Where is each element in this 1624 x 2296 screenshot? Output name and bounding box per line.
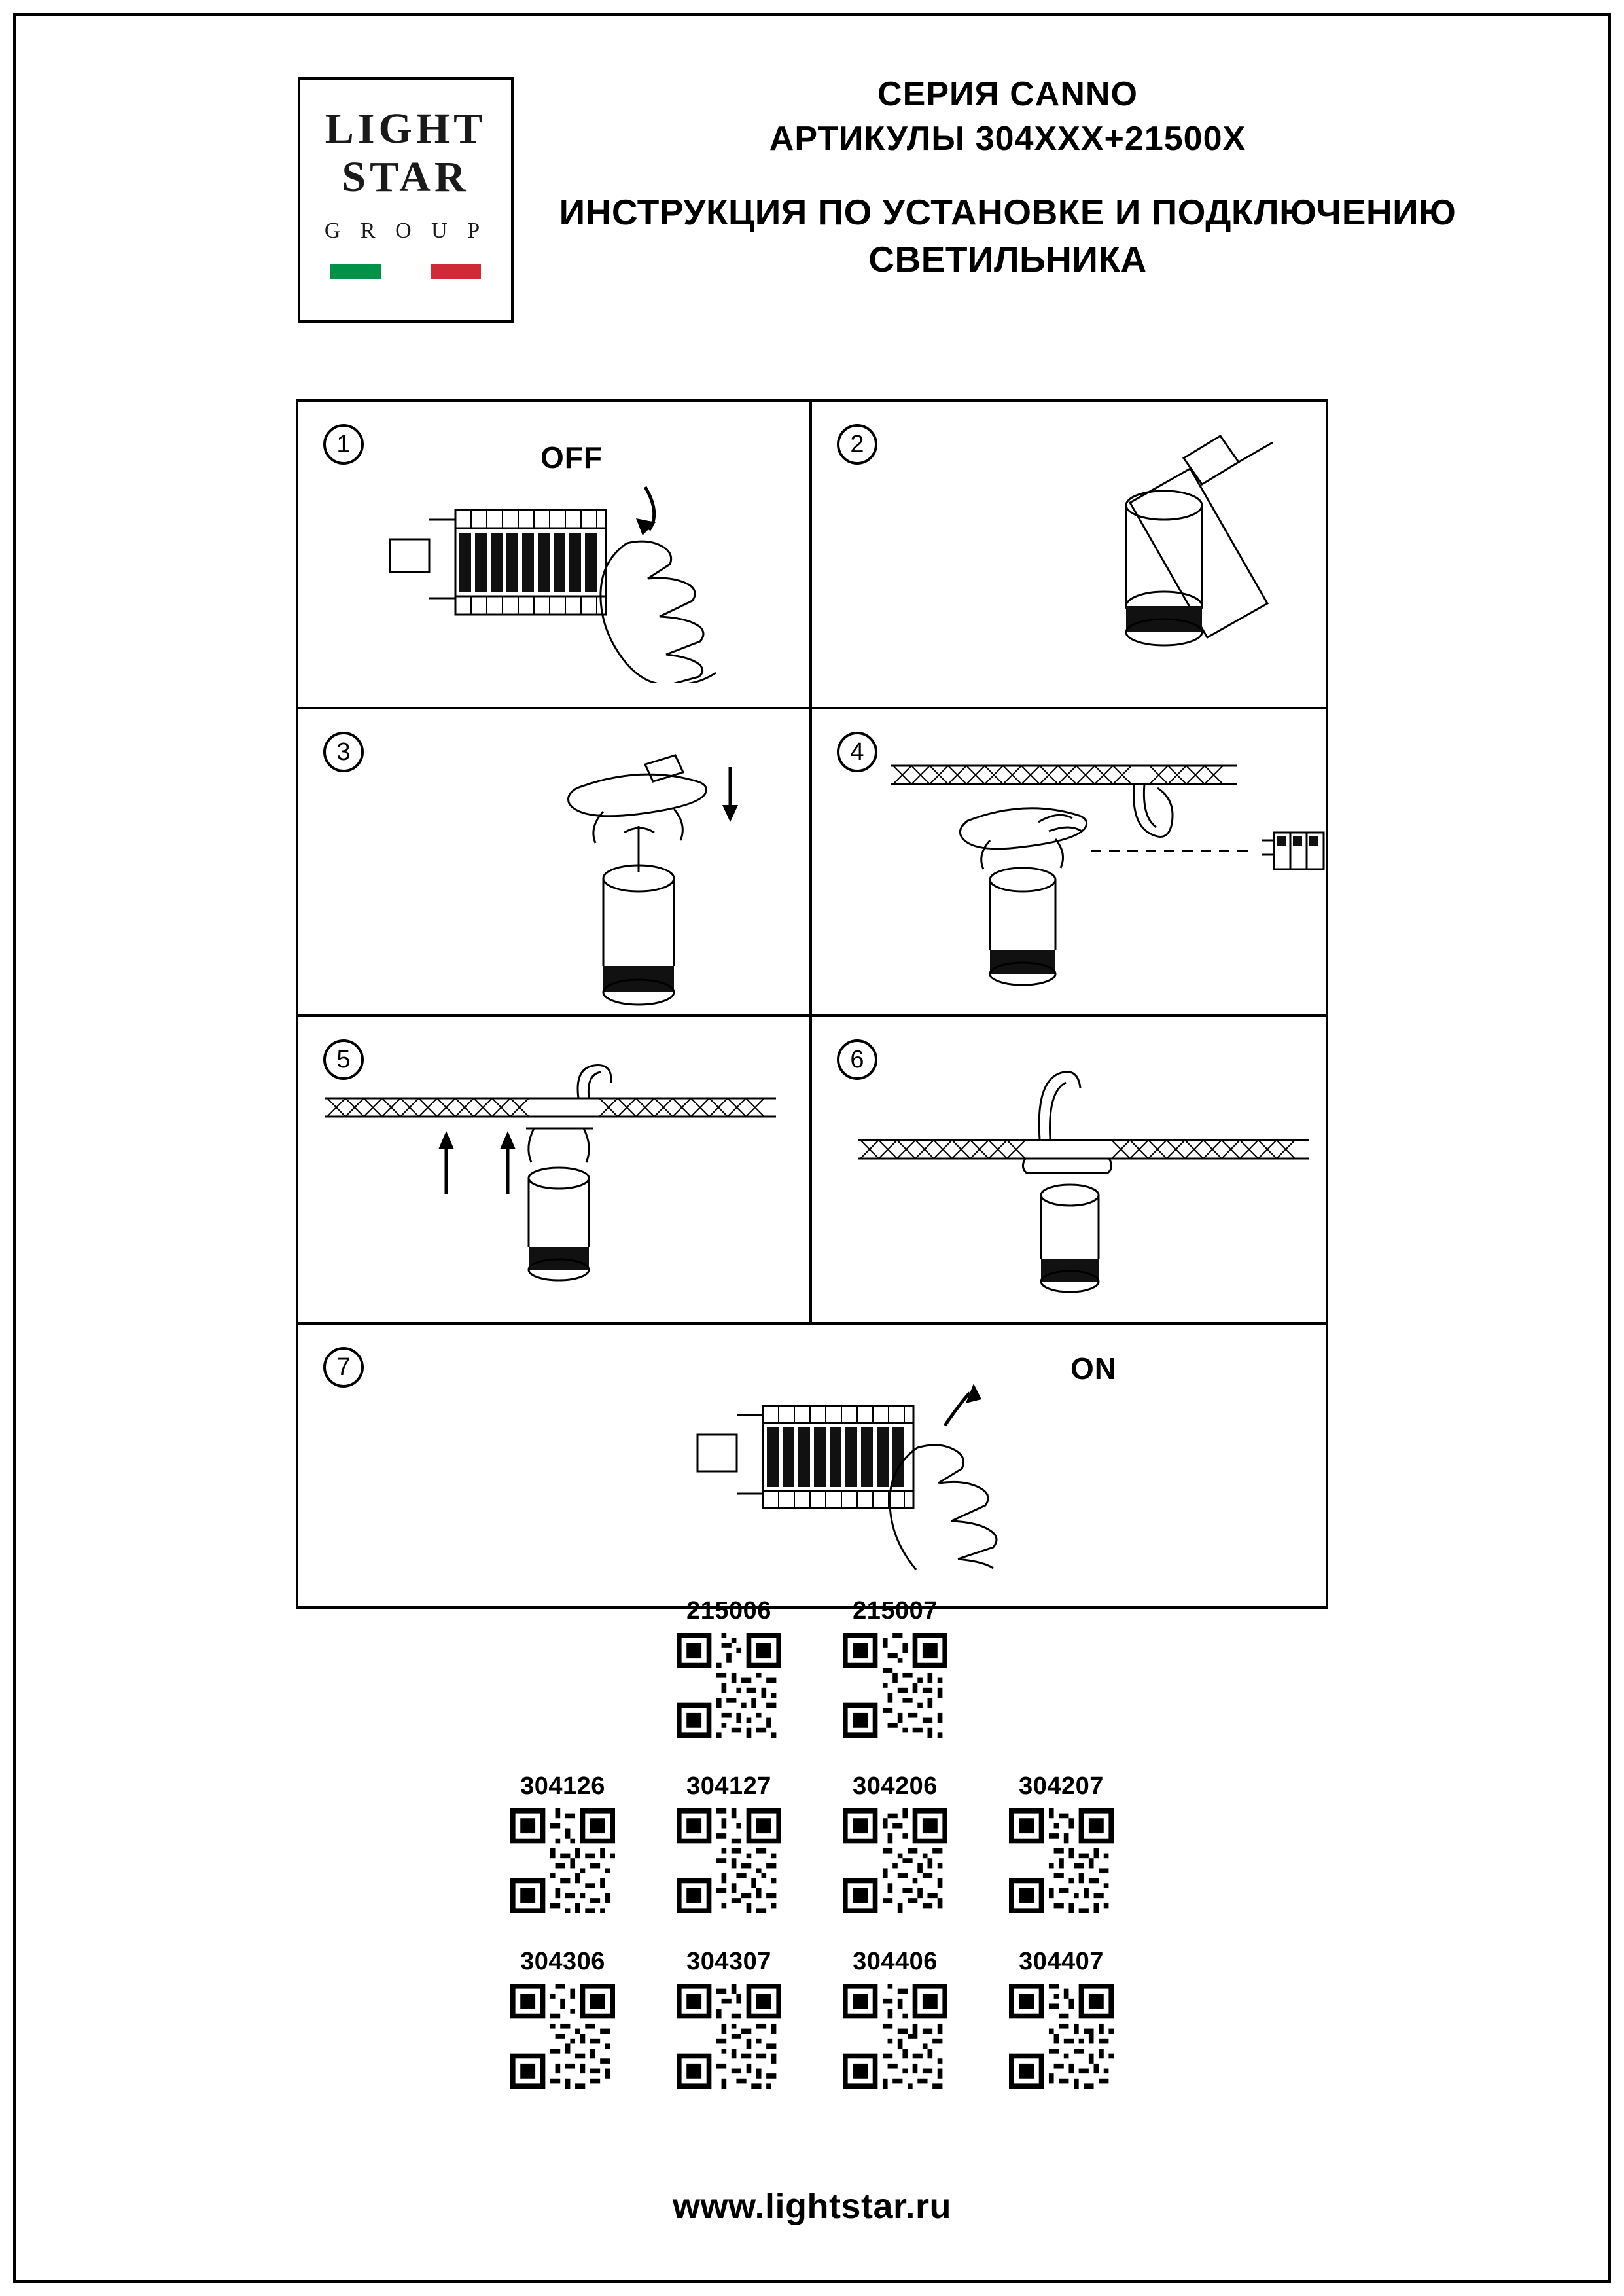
articles-title: АРТИКУЛЫ 304XXX+21500X bbox=[769, 120, 1246, 158]
step-4-illustration bbox=[884, 742, 1355, 1004]
qr-section bbox=[0, 1597, 1624, 2123]
qr-code-icon bbox=[677, 1984, 781, 2089]
step-3-illustration bbox=[449, 749, 841, 1011]
step-7-on-label: ON bbox=[1070, 1352, 1117, 1386]
qr-item bbox=[501, 1772, 625, 1916]
qr-label: 215007 bbox=[853, 1597, 938, 1624]
qr-row-1 bbox=[0, 1597, 1624, 1741]
step-cell-2 bbox=[812, 402, 1326, 709]
instruction-title: ИНСТРУКЦИЯ ПО УСТАНОВКЕ И ПОДКЛЮЧЕНИЮ СВЕТИЛЬНИКА bbox=[559, 192, 1456, 279]
qr-label: 304127 bbox=[686, 1772, 771, 1800]
qr-code-icon bbox=[843, 1984, 947, 2089]
step-cell-6 bbox=[812, 1017, 1326, 1325]
qr-code-icon bbox=[843, 1808, 947, 1913]
title-block bbox=[550, 72, 1466, 283]
step-1-illustration bbox=[383, 480, 802, 683]
qr-item bbox=[833, 1772, 957, 1916]
qr-label: 304307 bbox=[686, 1948, 771, 1975]
step-cell-4 bbox=[812, 709, 1326, 1017]
qr-item bbox=[667, 1597, 791, 1741]
qr-item bbox=[501, 1948, 625, 2092]
step-6-illustration bbox=[851, 1056, 1322, 1312]
step-cell-1 bbox=[298, 402, 812, 709]
step-number-3: 3 bbox=[323, 732, 364, 772]
step-number-4: 4 bbox=[837, 732, 877, 772]
qr-code-icon bbox=[677, 1808, 781, 1913]
step-number-2: 2 bbox=[837, 424, 877, 465]
step-5-illustration bbox=[318, 1063, 802, 1318]
step-number-7: 7 bbox=[323, 1347, 364, 1388]
step-number-5: 5 bbox=[323, 1039, 364, 1080]
qr-row-2 bbox=[0, 1772, 1624, 1916]
steps-row-3 bbox=[298, 1017, 1326, 1325]
document-header bbox=[0, 65, 1624, 327]
brand-logo bbox=[298, 77, 514, 323]
qr-code-icon bbox=[510, 1984, 615, 2089]
qr-item bbox=[833, 1597, 957, 1741]
qr-label: 304207 bbox=[1019, 1772, 1104, 1800]
qr-code-icon bbox=[677, 1633, 781, 1738]
qr-item bbox=[833, 1948, 957, 2092]
qr-label: 304407 bbox=[1019, 1948, 1104, 1975]
qr-item bbox=[999, 1772, 1123, 1916]
steps-grid bbox=[296, 399, 1328, 1609]
qr-label: 304206 bbox=[853, 1772, 938, 1800]
qr-item bbox=[667, 1948, 791, 2092]
qr-code-icon bbox=[843, 1633, 947, 1738]
qr-code-icon bbox=[1009, 1808, 1114, 1913]
step-number-6: 6 bbox=[837, 1039, 877, 1080]
qr-label: 304306 bbox=[520, 1948, 605, 1975]
logo-group-text: G R O U P bbox=[324, 219, 487, 243]
qr-item bbox=[667, 1772, 791, 1916]
step-cell-5 bbox=[298, 1017, 812, 1325]
qr-label: 304126 bbox=[520, 1772, 605, 1800]
italian-flag-icon bbox=[330, 264, 481, 279]
qr-row-3 bbox=[0, 1948, 1624, 2092]
step-7-illustration bbox=[691, 1380, 1097, 1576]
step-cell-7 bbox=[298, 1325, 1326, 1606]
step-2-illustration bbox=[1061, 435, 1335, 683]
step-cell-3 bbox=[298, 709, 812, 1017]
series-title: СЕРИЯ CANNO bbox=[877, 75, 1138, 113]
steps-row-2 bbox=[298, 709, 1326, 1017]
logo-line-1: LIGHT bbox=[325, 105, 487, 152]
qr-code-icon bbox=[1009, 1984, 1114, 2089]
logo-wordmark bbox=[300, 105, 511, 202]
steps-row-1 bbox=[298, 402, 1326, 709]
qr-label: 304406 bbox=[853, 1948, 938, 1975]
qr-code-icon bbox=[510, 1808, 615, 1913]
steps-row-4 bbox=[298, 1325, 1326, 1606]
step-number-1: 1 bbox=[323, 424, 364, 465]
logo-line-2: STAR bbox=[342, 153, 470, 201]
qr-label: 215006 bbox=[686, 1597, 771, 1624]
step-1-off-label: OFF bbox=[540, 440, 603, 475]
footer-website[interactable]: www.lightstar.ru bbox=[672, 2187, 952, 2226]
qr-item bbox=[999, 1948, 1123, 2092]
